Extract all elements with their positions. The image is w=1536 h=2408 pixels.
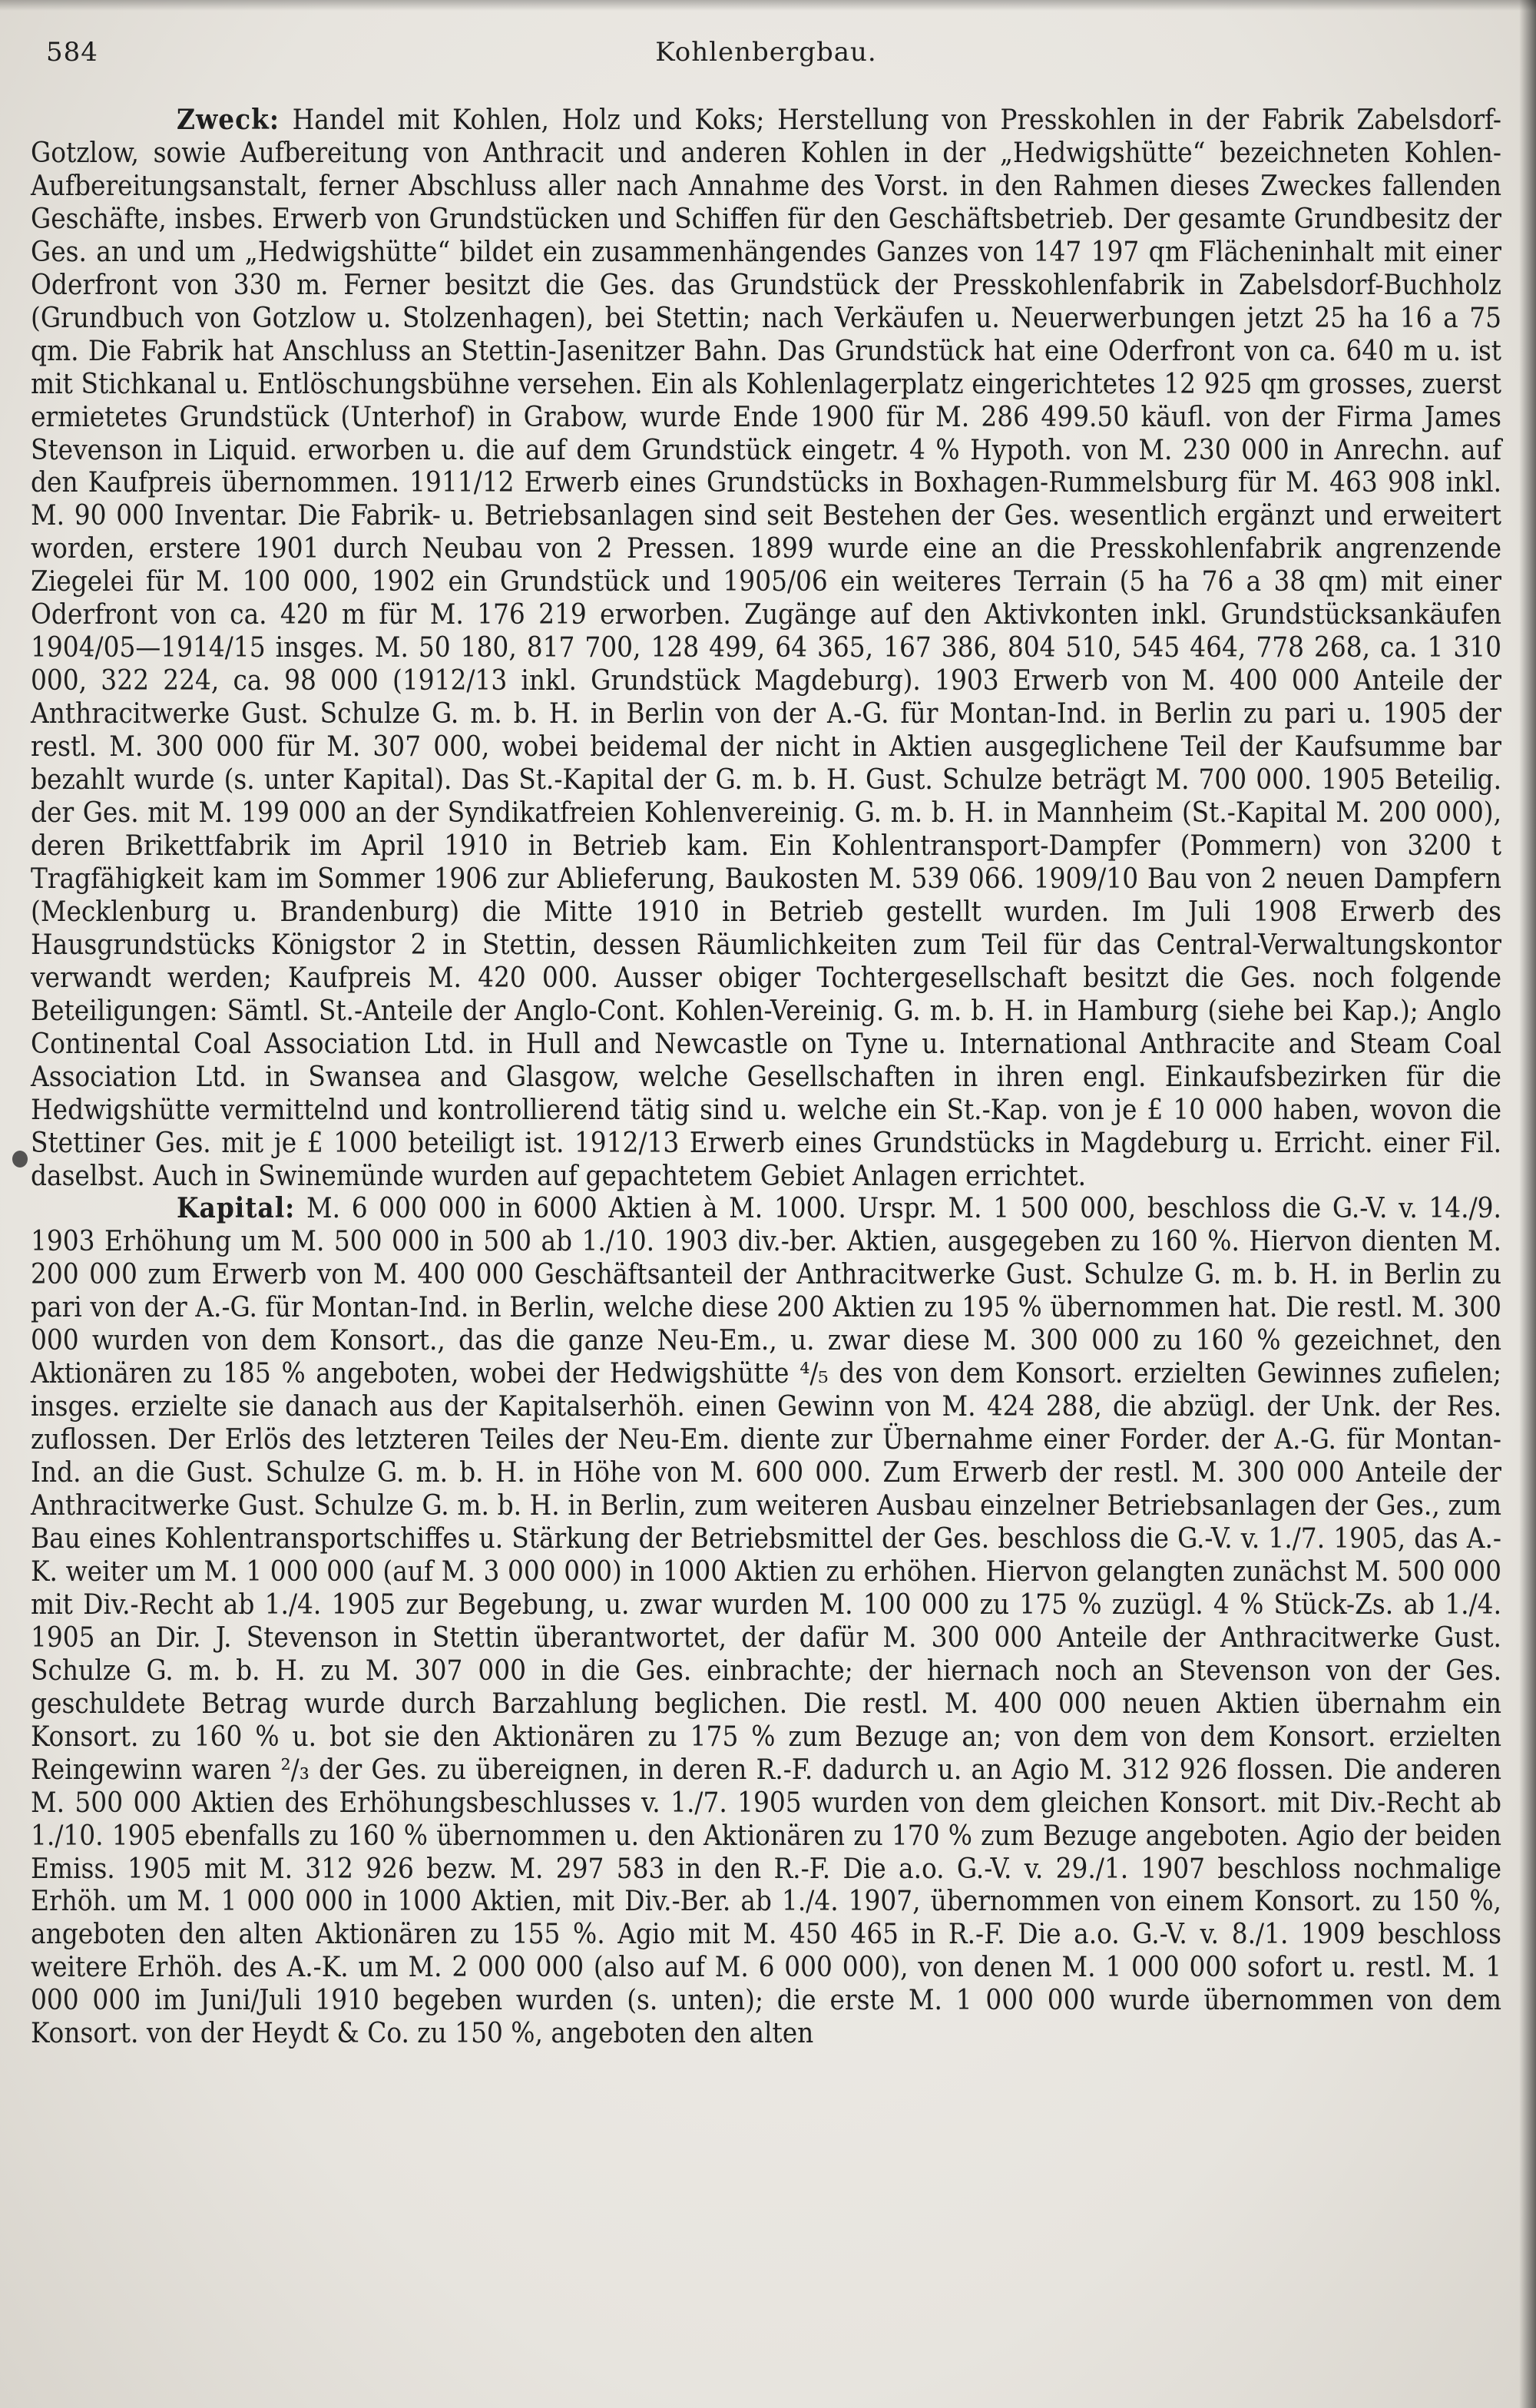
paragraph-text-kapital: M. 6 000 000 in 6000 Aktien à M. 1000. Urspr. M. 1 500 000, beschloss die G.-V. v. 14./9. 1903 Erhöhung um M. 500 000 in 500 ab 1./10. 1903 div.-ber. Aktien, ausgegeben zu 160 %. Hiervon dienten M. 200 000 zum Erwerb von M. 400 000 Geschäftsanteil der Anthracitwerke Gust. Schulze G. m. b. H. in Berlin zu pari von der A.-G. für Montan-Ind. in Berlin, welche diese 200 Aktien zu 195 % übernommen hat. Die restl. M. 300 000 wurden von dem Konsort., das die ganze Neu-Em., u. zwar diese M. 300 000 zu 160 % gezeichnet, den Aktionären zu 185 % angeboten, wobei der Hedwigshütte ⁴/₅ des von dem Konsort. erzielten Gewinnes zufielen; insges. erzielte sie danach aus der Kapitalserhöh. einen Gewinn von M. 424 288, die abzügl. der Unk. der Res. zuflossen. Der Erlös des letzteren Teiles der Neu-Em. diente zur Übernahme einer Forder. der A.-G. für Montan-Ind. an die Gust. Schulze G. m. b. H. in Höhe von M. 600 000. Zum Erwerb der restl. M. 300 000 Anteile der Anthracitwerke Gust. Schulze G. m. b. H. in Berlin, zum weiteren Ausbau einzelner Betriebsanlagen der Ges., zum Bau eines Kohlentransportschiffes u. Stärkung der Betriebsmittel der Ges. beschloss die G.-V. v. 1./7. 1905, das A.-K. weiter um M. 1 000 000 (auf M. 3 000 000) in 1000 Aktien zu erhöhen. Hiervon gelangten zunächst M. 500 000 mit Div.-Recht ab 1./4. 1905 zur Begebung, u. zwar wurden M. 100 000 zu 175 % zuzügl. 4 % Stück-Zs. ab 1./4. 1905 an Dir. J. Stevenson in Stettin überantwortet, der dafür M. 300 000 Anteile der Anthracitwerke Gust. Schulze G. m. b. H. zu M. 307 000 in die Ges. einbrachte; der hiernach noch an Stevenson von der Ges. geschuldete Betrag wurde durch Barzahlung beglichen. Die restl. M. 400 000 neuen Aktien übernahm ein Konsort. zu 160 % u. bot sie den Aktionären zu 175 % zum Bezuge an; von dem von dem Konsort. erzielten Reingewinn waren ²/₃ der Ges. zu übereignen, in deren R.-F. dadurch u. an Agio M. 312 926 flossen. Die anderen M. 500 000 Aktien des Erhöhungsbeschlusses v. 1./7. 1905 wurden von dem gleichen Konsort. mit Div.-Recht ab 1./10. 1905 ebenfalls zu 160 % übernommen u. den Aktionären zu 170 % zum Bezuge angeboten. Agio der beiden Emiss. 1905 mit M. 312 926 bezw. M. 297 583 in den R.-F. Die a.o. G.-V. v. 29./1. 1907 beschloss nochmalige Erhöh. um M. 1 000 000 in 1000 Aktien, mit Div.-Ber. ab 1./4. 1907, übernommen von einem Konsort. zu 150 %, angeboten den alten Aktionären zu 155 %. Agio mit M. 450 465 in R.-F. Die a.o. G.-V. v. 8./1. 1909 beschloss weitere Erhöh. des A.-K. um M. 2 000 000 (also auf M. 6 000 000), von denen M. 1 000 000 sofort u. restl. M. 1 000 000 im Juni/Juli 1910 begeben wurden (s. unten); die erste M. 1 000 000 wurde übernommen von dem Konsort. von der Heydt & Co. zu 150 %, angeboten den alten [31,1191,1501,2050]
paragraph-text-zweck: Handel mit Kohlen, Holz und Koks; Herstellung von Presskohlen in der Fabrik Zabelsdorf-Gotzlow, sowie Aufbereitung von Anthracit und anderen Kohlen in der „Hedwigshütte“ bezeichneten Kohlen-Aufbereitungsanstalt, ferner Abschluss aller nach Annahme des Vorst. in den Rahmen dieses Zweckes fallenden Geschäfte, insbes. Erwerb von Grundstücken und Schiffen für den Geschäftsbetrieb. Der gesamte Grundbesitz der Ges. an und um „Hedwigshütte“ bildet ein zusammenhängendes Ganzes von 147 197 qm Flächeninhalt mit einer Oderfront von 330 m. Ferner besitzt die Ges. das Grundstück der Presskohlenfabrik in Zabelsdorf-Buchholz (Grundbuch von Gotzlow u. Stolzenhagen), bei Stettin; nach Verkäufen u. Neuerwerbungen jetzt 25 ha 16 a 75 qm. Die Fabrik hat Anschluss an Stettin-Jasenitzer Bahn. Das Grundstück hat eine Oderfront von ca. 640 m u. ist mit Stichkanal u. Entlöschungsbühne versehen. Ein als Kohlenlagerplatz eingerichtetes 12 925 qm grosses, zuerst ermietetes Grundstück (Unterhof) in Grabow, wurde Ende 1900 für M. 286 499.50 käufl. von der Firma James Stevenson in Liquid. erworben u. die auf dem Grundstück eingetr. 4 % Hypoth. von M. 230 000 in Anrechn. auf den Kaufpreis übernommen. 1911/12 Erwerb eines Grundstücks in Boxhagen-Rummelsburg für M. 463 908 inkl. M. 90 000 Inventar. Die Fabrik- u. Betriebsanlagen sind seit Bestehen der Ges. wesentlich ergänzt und erweitert worden, erstere 1901 durch Neubau von 2 Pressen. 1899 wurde eine an die Presskohlenfabrik angrenzende Ziegelei für M. 100 000, 1902 ein Grundstück und 1905/06 ein weiteres Terrain (5 ha 76 a 38 qm) mit einer Oderfront von ca. 420 m für M. 176 219 erworben. Zugänge auf den Aktivkonten inkl. Grundstücksankäufen 1904/05—1914/15 insges. M. 50 180, 817 700, 128 499, 64 365, 167 386, 804 510, 545 464, 778 268, ca. 1 310 000, 322 224, ca. 98 000 (1912/13 inkl. Grundstück Magdeburg). 1903 Erwerb von M. 400 000 Anteile der Anthracitwerke Gust. Schulze G. m. b. H. in Berlin von der A.-G. für Montan-Ind. in Berlin zu pari u. 1905 der restl. M. 300 000 für M. 307 000, wobei beidemal der nicht in Aktien ausgeglichene Teil der Kaufsumme bar bezahlt wurde (s. unter Kapital). Das St.-Kapital der G. m. b. H. Gust. Schulze beträgt M. 700 000. 1905 Beteilig. der Ges. mit M. 199 000 an der Syndikatfreien Kohlenvereinig. G. m. b. H. in Mannheim (St.-Kapital M. 200 000), deren Brikettfabrik im April 1910 in Betrieb kam. Ein Kohlentransport-Dampfer (Pommern) von 3200 t Tragfähigkeit kam im Sommer 1906 zur Ablieferung, Baukosten M. 539 066. 1909/10 Bau von 2 neuen Dampfern (Mecklenburg u. Brandenburg) die Mitte 1910 in Betrieb gestellt wurden. Im Juli 1908 Erwerb des Hausgrundstücks Königstor 2 in Stettin, dessen Räumlichkeiten zum Teil für das Central-Verwaltungskontor verwandt werden; Kaufpreis M. 420 000. Ausser obiger Tochtergesellschaft besitzt die Ges. noch folgende Beteiligungen: Sämtl. St.-Anteile der Anglo-Cont. Kohlen-Vereinig. G. m. b. H. in Hamburg (siehe bei Kap.); Anglo Continental Coal Association Ltd. in Hull and Newcastle on Tyne u. International Anthracite and Steam Coal Association Ltd. in Swansea and Glasgow, welche Gesellschaften in ihren engl. Einkaufsbezirken für die Hedwigshütte vermittelnd und kontrollierend tätig sind u. welche ein St.-Kap. von je £ 10 000 haben, wovon die Stettiner Ges. mit je £ 1000 beteiligt ist. 1912/13 Erwerb eines Grundstücks in Magdeburg u. Erricht. einer Fil. daselbst. Auch in Swinemünde wurden auf gepachtetem Gebiet Anlagen errichtet. [31,103,1501,1192]
paragraph-label-zweck: Zweck: [177,103,280,136]
page-header [31,31,1501,77]
paragraph-label-kapital: Kapital: [177,1191,296,1225]
page-shadow-top [0,0,1536,11]
binding-hole-mark [12,1151,28,1168]
running-head: Kohlenbergbau. [655,37,877,68]
paragraph-zweck [31,104,1501,1192]
body-text [31,104,1501,2050]
page-number: 584 [46,37,98,68]
paragraph-kapital [31,1192,1501,2050]
page-shadow-right [1519,0,1536,2408]
